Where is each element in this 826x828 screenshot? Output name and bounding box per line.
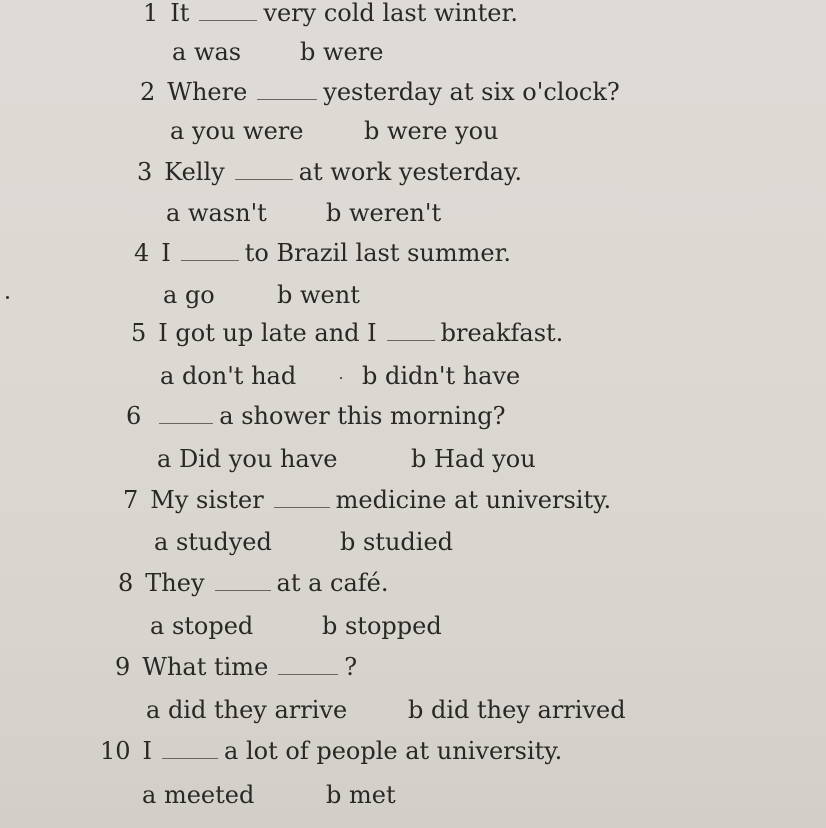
question-3	[137, 157, 522, 187]
question-text-start: I	[142, 737, 153, 765]
option-b[interactable]: b studied	[340, 528, 454, 556]
question-text-end: at work yesterday.	[298, 158, 522, 186]
question-6	[126, 401, 506, 431]
question-text-start: It	[170, 0, 190, 27]
question-number: 5	[131, 319, 147, 347]
option-b[interactable]: b were	[300, 38, 384, 66]
question-text-start: I	[161, 239, 171, 267]
answer-blank[interactable]	[159, 403, 213, 424]
option-a[interactable]: a meeted	[142, 781, 255, 809]
options-6	[157, 444, 536, 474]
question-text-end: ?	[344, 653, 358, 681]
answer-blank[interactable]	[274, 487, 330, 508]
question-number: 4	[134, 239, 150, 267]
question-4	[134, 238, 511, 268]
question-number: 6	[126, 402, 142, 430]
option-a[interactable]: a was	[172, 38, 242, 66]
question-number: 3	[137, 158, 153, 186]
question-10	[100, 736, 562, 766]
option-b[interactable]: b didn't have	[362, 362, 521, 390]
question-number: 7	[123, 486, 139, 514]
question-text-end: at a café.	[276, 569, 389, 597]
answer-blank[interactable]	[162, 738, 218, 759]
option-a[interactable]: a Did you have	[157, 445, 338, 473]
answer-blank[interactable]	[257, 79, 317, 100]
option-a[interactable]: a don't had	[160, 362, 297, 390]
print-speck	[6, 296, 9, 299]
options-7	[154, 527, 454, 557]
answer-blank[interactable]	[181, 240, 239, 261]
option-b[interactable]: b stopped	[322, 612, 442, 640]
options-5	[160, 361, 521, 391]
option-b[interactable]: b met	[326, 781, 396, 809]
options-3	[166, 198, 442, 228]
question-8	[118, 568, 389, 598]
option-b[interactable]: b were you	[364, 117, 499, 145]
option-b[interactable]: b Had you	[411, 445, 536, 473]
option-b[interactable]: b weren't	[326, 199, 442, 227]
answer-blank[interactable]	[278, 654, 338, 675]
question-2	[140, 77, 620, 107]
option-b[interactable]: b did they arrived	[408, 696, 626, 724]
print-speck	[340, 377, 342, 379]
options-1	[172, 37, 384, 67]
question-text-end: very cold last winter.	[263, 0, 518, 27]
option-b[interactable]: b went	[277, 281, 360, 309]
option-a[interactable]: a go	[163, 281, 215, 309]
question-text-start: What time	[142, 653, 269, 681]
options-9	[146, 695, 626, 725]
answer-blank[interactable]	[215, 570, 271, 591]
option-a[interactable]: a you were	[170, 117, 304, 145]
question-text-end: medicine at university.	[335, 486, 612, 514]
question-text-start: My sister	[150, 486, 264, 514]
option-a[interactable]: a did they arrive	[146, 696, 348, 724]
question-7	[123, 485, 611, 515]
option-a[interactable]: a studyed	[154, 528, 272, 556]
options-8	[150, 611, 442, 641]
question-text-start: Where	[167, 78, 248, 106]
question-text-end: to Brazil last summer.	[244, 239, 512, 267]
question-number: 10	[100, 737, 131, 765]
question-number: 2	[140, 78, 156, 106]
question-text-end: a shower this morning?	[219, 402, 506, 430]
options-2	[170, 116, 499, 146]
question-5	[131, 318, 563, 348]
question-text-start: They	[145, 569, 205, 597]
answer-blank[interactable]	[199, 0, 257, 21]
options-4	[163, 280, 360, 310]
option-a[interactable]: a stoped	[150, 612, 254, 640]
question-text-end: breakfast.	[440, 319, 564, 347]
option-a[interactable]: a wasn't	[166, 199, 267, 227]
question-number: 8	[118, 569, 134, 597]
question-text-start: I got up late and I	[158, 319, 377, 347]
answer-blank[interactable]	[387, 320, 435, 341]
options-10	[142, 780, 396, 810]
answer-blank[interactable]	[235, 159, 293, 180]
question-text-end: yesterday at six o'clock?	[323, 78, 620, 106]
question-text-end: a lot of people at university.	[224, 737, 563, 765]
question-text-start: Kelly	[164, 158, 225, 186]
question-1	[143, 0, 518, 28]
question-number: 9	[115, 653, 131, 681]
question-9	[115, 652, 357, 682]
question-number: 1	[143, 0, 159, 27]
